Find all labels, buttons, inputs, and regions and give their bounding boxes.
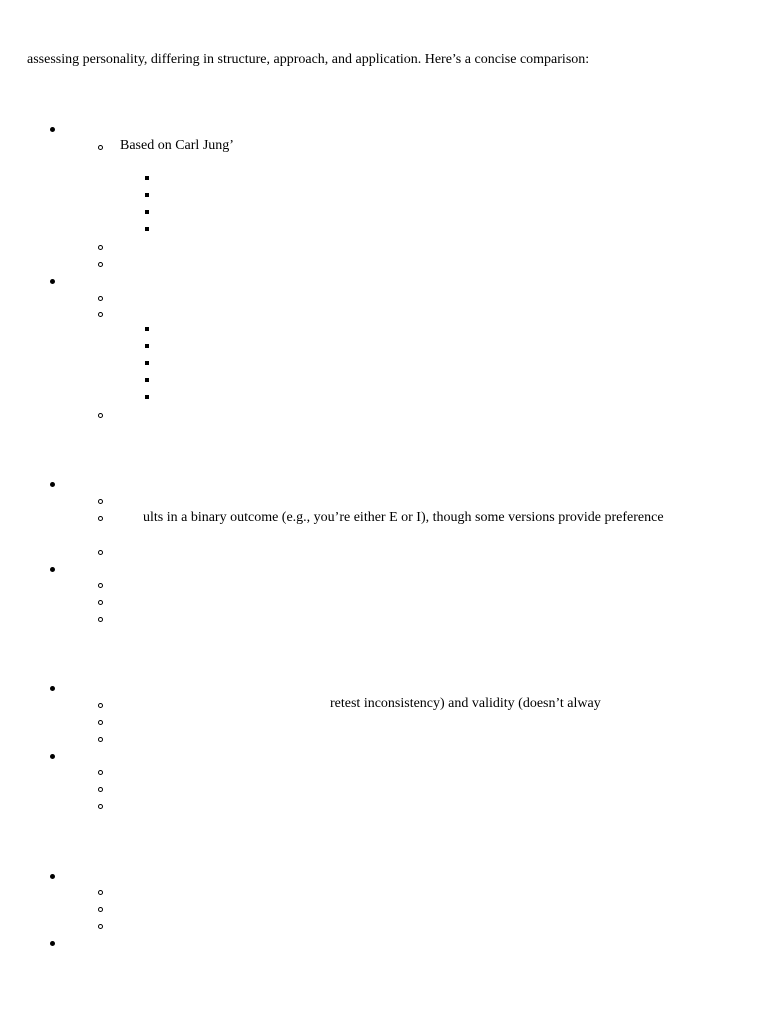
- bullet-circle: [98, 516, 103, 521]
- bullet-circle: [98, 804, 103, 809]
- bullet-circle: [98, 890, 103, 895]
- bullet-circle: [98, 907, 103, 912]
- bullet-circle: [98, 262, 103, 267]
- bullet-square: [145, 361, 149, 365]
- jung-basis-text: Based on Carl Jung’: [120, 138, 234, 153]
- bullet-disc: [50, 567, 55, 572]
- bullet-disc: [50, 941, 55, 946]
- bullet-square: [145, 210, 149, 214]
- retest-validity-text: retest inconsistency) and validity (doesn’t alway: [330, 696, 601, 711]
- bullet-circle: [98, 600, 103, 605]
- bullet-disc: [50, 127, 55, 132]
- intro-text: assessing personality, differing in structure, approach, and application. Here’s a concise comparison:: [27, 52, 590, 67]
- bullet-circle: [98, 770, 103, 775]
- bullet-circle: [98, 499, 103, 504]
- bullet-circle: [98, 312, 103, 317]
- bullet-circle: [98, 617, 103, 622]
- bullet-circle: [98, 703, 103, 708]
- bullet-circle: [98, 583, 103, 588]
- bullet-disc: [50, 754, 55, 759]
- bullet-square: [145, 344, 149, 348]
- bullet-circle: [98, 787, 103, 792]
- bullet-circle: [98, 924, 103, 929]
- bullet-square: [145, 378, 149, 382]
- bullet-square: [145, 395, 149, 399]
- bullet-square: [145, 176, 149, 180]
- bullet-square: [145, 193, 149, 197]
- bullet-circle: [98, 145, 103, 150]
- bullet-circle: [98, 296, 103, 301]
- bullet-circle: [98, 550, 103, 555]
- bullet-disc: [50, 686, 55, 691]
- binary-outcome-text: ults in a binary outcome (e.g., you’re either E or I), though some versions provide preference: [143, 510, 664, 525]
- bullet-disc: [50, 279, 55, 284]
- bullet-square: [145, 227, 149, 231]
- bullet-square: [145, 327, 149, 331]
- bullet-disc: [50, 482, 55, 487]
- bullet-disc: [50, 874, 55, 879]
- bullet-circle: [98, 413, 103, 418]
- bullet-circle: [98, 720, 103, 725]
- bullet-circle: [98, 737, 103, 742]
- bullet-circle: [98, 245, 103, 250]
